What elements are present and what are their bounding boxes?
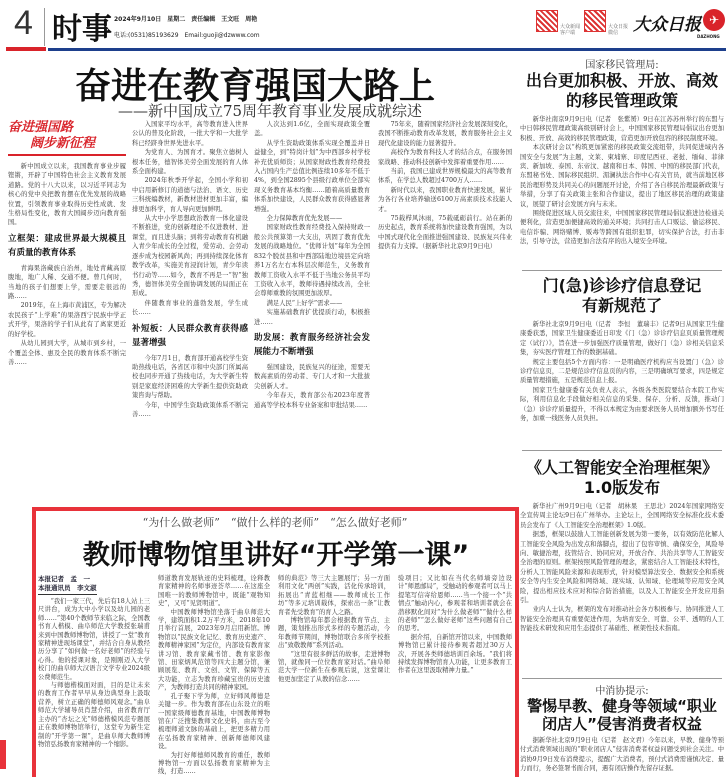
feature-column-2 bbox=[158, 575, 270, 776]
paragraph: 新华社广州9月9日电（记者 胡林果 王思北）2024年国家网络安全宣传周主论坛9日在广州举办。主论坛上，全国网络安全标准化技术委员会发布了《人工智能安全治理框架》1.0版。 bbox=[520, 503, 724, 529]
subheading: 补短板：人民群众教育获得感显著增强 bbox=[132, 323, 248, 348]
paragraph: 为党育人、为国育才。聚焦立德树人根本任务，德智体美劳全面发展的育人体系全面构建。 bbox=[132, 149, 248, 176]
divider bbox=[522, 270, 722, 271]
article-kicker: 中消协提示: bbox=[595, 686, 649, 697]
paragraph: 据新华社北京9月9日电（记者 赵文君）今年以来，早教、健身等预付式消费领域出现的“职业闭店人”侵害消费者权益问题受到社会关注。中消协9月9日发布消费提示，提醒广大消费者，预付式消费需谨慎决定、量力而行，务必签署书面合同，遇有闭店操作先留存证据。 bbox=[520, 737, 724, 773]
paragraph: 75载栉风沐雨，75载砥砺前行。站在新的历史起点，教育系统将加快建设教育强国，为以中国式现代化全面推进强国建设、民族复兴伟业提供有力支撑。（据新华社北京9月9日电） bbox=[378, 215, 512, 251]
article-kicker: 国家移民管理局: bbox=[585, 60, 659, 71]
article-body bbox=[520, 502, 724, 662]
logo-emblem-icon: ✈ bbox=[703, 9, 725, 31]
divider bbox=[44, 8, 45, 46]
feature-kicker: “为什么做老师” “做什么样的老师” “怎么做好老师” bbox=[142, 516, 408, 529]
paragraph: 规定主要包括5个方面内容：一是明确医疗机构应当设置门（急）诊诊疗信息页，二是规范诊疗信息页的内容，三是明确填写要求，四是规定质量管理措施，五是规范信息上报。 bbox=[520, 358, 724, 385]
paragraph: 今年，中国学生资助政策体系不断完善…… bbox=[132, 401, 248, 418]
paragraph: 本次研讨会以“构筑更加紧密的移民政策交流纽带，共同促进域内各国安全与发展”为主题，文莱、柬埔寨、印度尼西亚、老挝、缅甸、菲律宾、新加坡、泰国、东帝汶、越南和日本、韩国、中国的移民部门代表，东盟秘书处、国际移民组织、湄澜执法合作中心有关官员，就当前地区移民治理形势及共同关心的问题展开讨论，介绍了各自移民治理最新政策与举措，分享了有关政策主张和合作建议，提出了地区移民治理的政策建议，展望了研讨会发展方向与未来。 bbox=[520, 144, 724, 208]
byline bbox=[38, 575, 97, 595]
divider bbox=[522, 678, 722, 679]
subheading: 助发展：教育服务经济社会发展能力不断增强 bbox=[254, 332, 370, 357]
article-title: 门(急)诊诊疗信息登记有新规范了 bbox=[542, 276, 702, 315]
paragraph: 从幼儿园到大学，从城市到乡村，一个覆盖全体、惠及全民的教育体系不断完善…… bbox=[8, 340, 126, 366]
lead-column-3 bbox=[254, 120, 370, 502]
lead-headline: 奋进在教育强国大路上 bbox=[74, 66, 435, 107]
paragraph: 入国家平均水平，高等教育进入世界公认的普及化阶段，一批大学和一大批学科已经跻身世界先进水平。 bbox=[132, 121, 248, 147]
paragraph: 满足人民“上好学”需求—— bbox=[266, 299, 343, 307]
paragraph: 为打好师德师风教育的重任，教师博物馆一方面以弘扬教育家精神为主线，打造…… bbox=[158, 751, 270, 776]
feature-title: 教师博物馆里讲好“开学第一课” bbox=[82, 540, 470, 571]
paragraph: 中国教师博物馆坐落于曲阜师范大学，建筑面积1.2万平方米，2018年10月举行首展，2023年9月启用新馆。博物馆以“民族文化记忆、教育历史遗产、教师精神家园”为定位，内部设有教育家讲习馆、教育家藏书馆、教育家影像馆、田家炳风范馆等四大主题分馆，兼顾展览、教育、文创、文管、保障等五大功能，立志为教育珍藏宝贵的历史遗产，为教师打造共同的精神家园。 bbox=[158, 608, 270, 692]
divider bbox=[522, 450, 722, 451]
paragraph: 新中国成立以来，我国教育事业步履铿锵，开辟了中国特色社会主义教育发展道路。党的十八大以来，以习近平同志为核心的党中央把教育摆在优先发展的战略位置，引领教育事业取得历史性成就、发生格局性变化，教育大国阔步迈向教育强国。 bbox=[8, 163, 126, 227]
qr-label: 大众日报微信 bbox=[608, 24, 629, 36]
lead-column-4 bbox=[378, 120, 512, 502]
contact-line: 电话:(0531)85193629 Email:guoji@dzwww.com bbox=[114, 32, 260, 39]
paragraph: 从学生资助政策体系实现全覆盖并日益健全，到“特岗计划”为中西部乡村学校补充优质师资；从国家财政性教育经费投入占国内生产总值比例连续10多年不低于4%，到全国2895个县级行政单位全部实现义务教育基本均衡……随着高质量教育体系加快建设，人民群众教育获得感显著增强。 bbox=[254, 139, 370, 213]
paragraph: “我们一家三代，先后有18人站上三尺讲台，成为大中小学以及幼儿园的老师……”第40个教师节来临之际，全国教书育人楷模、曲阜师范大学教授张瑞甫来到中国教师博物馆，讲授了一堂“教育家精神进现场课堂”，并结合自身从教经历分享了“如何做一名好老师”的经验与心得。他的授课对象，是刚刚迈入大学校门的曲阜师大汉语言文学专业2024级公费师范生。 bbox=[38, 598, 150, 681]
paragraph: 新时代以来，我国职业教育快速发展，累计为各行各业培养输送6100万高素质技术技能人才。 bbox=[378, 186, 512, 213]
logo-subtext: DAZHONG bbox=[697, 34, 720, 39]
article-body bbox=[520, 320, 724, 440]
qr-code-wechat[interactable] bbox=[584, 10, 606, 32]
paragraph: 从大中小学思想政治教育一体化建设不断推进，党的创新理论不仅进教材、进课堂，而且进头脑；到将劳动教育有机融入青少年成长的全过程，爱劳动、会劳动逐步成为校园新风尚；再到持续深化体育教学改革，实施美育浸润计划，青少年读书行动等……如今，教育不再是一“智”独秀，德智体美劳全面协调发展的局面正在形成。 bbox=[132, 215, 248, 298]
paragraph: 人次达到1.6亿，全面实现政策全覆盖。 bbox=[254, 121, 370, 138]
article-title: 出台更加积极、开放、高效的移民管理政策 bbox=[525, 71, 718, 110]
column-tag bbox=[8, 120, 126, 156]
header-rule bbox=[48, 48, 726, 51]
paragraph: 全力保障教育优先发展—— bbox=[266, 215, 343, 223]
paragraph: 伴随教育事业的蓬勃发展，学生成长…… bbox=[132, 299, 248, 317]
tag-line: 阔步新征程 bbox=[30, 136, 96, 151]
article-outpatient bbox=[520, 276, 724, 440]
feature-column-3 bbox=[278, 575, 390, 769]
article-consumer-warning bbox=[520, 682, 724, 773]
paragraph: 新华社北京9月9日电（记者 李恒 董瑞丰）记者9日从国家卫生健康委获悉，国家卫生健康委近日印发《门（急）诊诊疗信息页质量管理规定（试行）》，旨在进一步加强医疗质量管理，做好门（急）诊相关信息采集，夯实医疗管理工作的数据基础。 bbox=[520, 321, 724, 357]
paragraph: 今年7月1日，教育部开通高校学生资助热线电话，各省区市和中央部门所属高校也同步开通了热线电话，为大学新生特别是家庭经济困难的大学新生提供资助政策咨询与帮助。 bbox=[132, 354, 248, 400]
qr-label: 大众新闻客户端 bbox=[560, 24, 581, 36]
paragraph: 师的典范》等三大主题展厅；另一方面利用文化“两创”实践，活化传承培训，拓展出“青蓝相继——教师成长工作坊”等多元培训载体，探索出一条“让教育者先受教育”的育人之路。 bbox=[278, 575, 390, 616]
correspondent: 本报通讯员 李文淑 bbox=[38, 584, 97, 592]
paragraph: 强国建设，民族复兴的征途，需要无数高素质的劳动者、专门人才和一大批拔尖创新人才。 bbox=[254, 363, 370, 390]
paragraph: 当前，我国已建成世界规模最大的高等教育体系，在学总人数超过4700万人…… bbox=[378, 168, 512, 185]
lead-column-1 bbox=[8, 162, 126, 502]
qr-code-app[interactable] bbox=[536, 10, 558, 32]
lead-subheadline: ——新中国成立75周年教育事业发展成就综述 bbox=[117, 102, 423, 120]
paragraph: 2019年，在上海市黄浦区，专为解决农民孩子“上学难”的果洛西宁民族中学正式开学，果洛的学子们从此有了离家更近的好学校。 bbox=[8, 302, 126, 338]
lead-column-2 bbox=[132, 120, 248, 502]
tag-line: 奋进强国路 bbox=[8, 120, 74, 135]
paragraph: 青海果洛藏族自治州，地处青藏高原腹地，地广人稀、交通不便。曾几何时，当地的孩子们想要上学，需要走很远的路…… bbox=[8, 264, 126, 301]
article-body bbox=[520, 115, 724, 265]
subheading: 立框架：建成世界最大规模且有质量的教育体系 bbox=[8, 233, 126, 258]
article-body bbox=[520, 736, 724, 773]
paragraph: 实施基础教育扩优提质行动，积极推进…… bbox=[254, 309, 370, 326]
paragraph: 围绕促进区域人员交流往来，中国国家移民管理局倡议推进边检通关便利化，营造更加便捷高效的通关环境；共同打击人口贩运、偷运移民、电信诈骗、网络赌博、贩毒等跨国有组织犯罪，切实保护合法，打击非法，引导守法，营造更加合法有序的出入境安全环境。 bbox=[520, 210, 724, 246]
section-title: 时事 bbox=[52, 12, 112, 47]
page-number: 4 bbox=[14, 4, 33, 42]
red-accent-bar bbox=[0, 740, 6, 769]
article-ai-framework bbox=[520, 458, 724, 662]
feature-column-1 bbox=[38, 598, 150, 769]
paragraph: 新华社南京9月9日电（记者 张紫赟）9日在江苏苏州举行的东盟与中日韩移民管理政策高级别研讨会上，中国国家移民管理局倡议出台更加积极、开放、高效的移民管理政策，营造更加开放包容的移民制度环境。 bbox=[520, 116, 724, 142]
paragraph: 国家卫生健康委有关负责人表示，各级各类医院要结合本院工作实际，利用信息化手段做好相关信息的采集、保存、分析、反馈，推动门（急）诊诊疗质量提升，不得以本规定为由要求医务人员增加额外书写任务，加重一线医务人员负担。 bbox=[520, 386, 724, 423]
article-immigration bbox=[520, 56, 724, 265]
red-accent-bar bbox=[6, 47, 46, 51]
paragraph: 与师德楷模面对面，目的是让未来的教育工作者早早从身边典型身上汲取营养，树立正确的师德师风观念。”曲阜师范大学辅导员肖慧介绍，由省教育厅主办的“杏坛之光”师德楷模风范专题展正在教师博物馆举行，这堂专为新生定制的“开学第一课”，是曲阜师大教师博物馆弘扬教育家精神的一个缩影。 bbox=[38, 682, 150, 748]
paragraph: 师道教育发展轨迹的史料梳理，诠释教育家精神的名师事迹荟萃……在这座全国唯一的教师博物馆中，既能“观物知史”，又可“见贤明道”。 bbox=[158, 575, 270, 608]
paragraph: 博物馆每年都会根据教育节点、主题，策划推出形式多样的专题活动，今年教师节期间，博物馆联合多所学校推出“致敬教师”系列活动。 bbox=[278, 617, 390, 650]
date-line: 2024年9月10日 星期二 责任编辑 王文旺 周艳 bbox=[114, 16, 258, 23]
paragraph: 2024年秋季开学起，全国小学和初中启用新修订的道德与法治、语文、历史三科统编教材，新教材进材更加丰富，编排更加科学，育人导向更加鲜明。 bbox=[132, 177, 248, 213]
paragraph: 业内人士认为，框架的发布对推动社会各方积极参与、协同推进人工智能安全治理具有重要促进作用，为培育安全、可靠、公平、透明的人工智能技术研发和应用生态提供了基础性、框架性技术指南。 bbox=[520, 606, 724, 633]
article-title: 《人工智能安全治理框架》1.0版发布 bbox=[526, 458, 719, 497]
paragraph: 75年来，随着国家经济社会发展深刻变化，我国不断推动教育改革发展，教育服务社会主义现代化建设的能力显著提升。 bbox=[378, 121, 512, 147]
paragraph: 据介绍，自新馆开馆以来，中国教师博物馆已累计接待参观者超过30万人次，开展各类师德培训百余场。“我们将持续发挥博物馆育人功能，让更多教育工作者在这里汲取精神力量。” bbox=[398, 633, 512, 675]
reporter: 本报记者 孟 一 bbox=[38, 575, 90, 583]
article-title: 警惕早教、健身等领域“职业闭店人”侵害消费者权益 bbox=[527, 697, 717, 733]
paragraph: 国家财政性教育经费投入保持财政一般公共预算第一大支出，巩固了教育优先发展的战略地位。“优师计划”每年为全国832个脱贫县和中西部陆地边境县定向培养1万名左右本科层次师范生，义务教育教师工资收入水平不低于当地公务员平均工资收入水平，教师待遇持续改善，全社会尊师重教的氛围更加浓厚。 bbox=[254, 224, 370, 298]
paragraph: 高校作为教育科技人才的结合点，在服务国家战略、推动科技创新中发挥着重要作用…… bbox=[378, 149, 512, 166]
paragraph: 孔子娶下学为师，立好师风师德是关键一步。作为教育部在山东设立的唯一国家级师德教育基地，中国教师博物馆在广泛搜集教师文化史料，由古至今梳理师道文脉的基础上，把更多精力用在弘扬教育家精神、创新师德师风建设。 bbox=[158, 692, 270, 751]
paragraph: 今年春天，教育部公布2023年度普通高等学校本科专业备案和审批结果…… bbox=[254, 392, 370, 409]
paragraph: 验项目；又比如在当代名师墙旁边设计“师恩邮局”，受触动的参观者可以马上提笔写信寄给恩师……当一个接一个“共情点”触动内心，参观者和培训者就会在潜移默化间对“为什么做老师”“做什么样的老师”“怎么做好老师”这些问题有自己的思考。 bbox=[398, 575, 512, 633]
paragraph: 据悉，框架以鼓励人工智能创新发展为第一要务，以有效防范化解人工智能安全风险为出发点和落脚点，提出了包容审慎、确保安全，风险导向、敏捷治理，技管结合、协同应对，开放合作、共治共享等人工智能安全治理的原则。框架按照风险管理的理念，紧密结合人工智能技术特性，分析人工智能风险来源和表现形式，针对模型算法安全、数据安全和系统安全等内生安全风险和网络域、现实域、认知域、伦理域等应用安全风险，提出相应技术应对和综合防治措施，以及人工智能安全开发应用指引。 bbox=[520, 531, 724, 605]
paragraph: “这里有很多鲜活的故事，走进博物馆，就像同一位位教育家对话。”曲阜师范大学一位新生在参观后说，这堂课让他更加坚定了从教的信念…… bbox=[278, 650, 390, 683]
feature-column-4 bbox=[398, 575, 512, 769]
newspaper-logo: 大众日报 bbox=[633, 15, 701, 35]
